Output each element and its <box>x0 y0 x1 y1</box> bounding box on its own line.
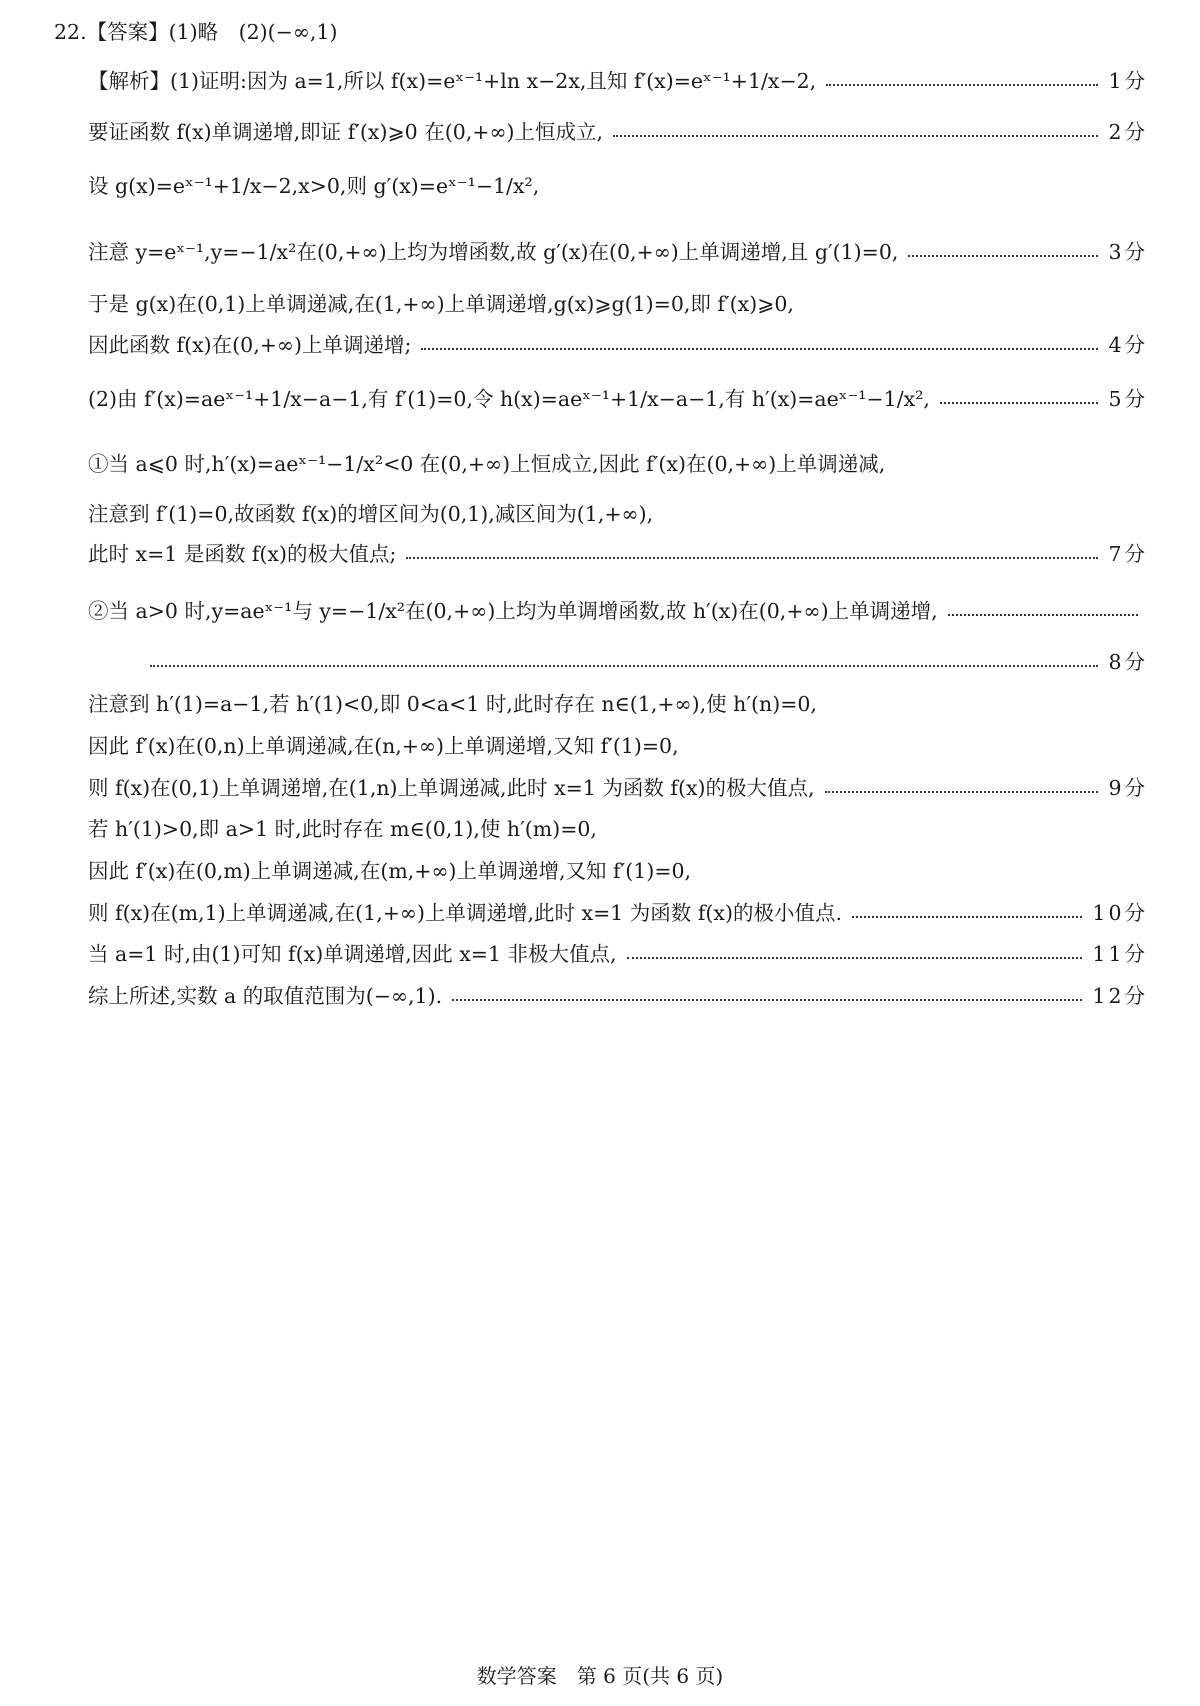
line-text: 要证函数 f(x)单调递增,即证 f′(x)⩾0 在(0,+∞)上恒成立, <box>88 120 604 144</box>
analysis-line-7 <box>88 385 1148 413</box>
line-text: 则 f(x)在(m,1)上单调递减,在(1,+∞)上单调递增,此时 x=1 为函数 f(x)的极小值点. <box>88 901 842 925</box>
score-label: 8分 <box>1108 650 1148 674</box>
analysis-line-1 <box>88 67 1148 95</box>
analysis-line-18 <box>88 899 1148 927</box>
score-label: 11分 <box>1092 942 1148 966</box>
score-label: 5分 <box>1108 387 1148 411</box>
line-text: 注意到 f′(1)=0,故函数 f(x)的增区间为(0,1),减区间为(1,+∞), <box>88 502 654 526</box>
analysis-line-4 <box>88 238 1148 266</box>
line-text: 【解析】(1)证明:因为 a=1,所以 f(x)=eˣ⁻¹+ln x−2x,且知 f′(x)=eˣ⁻¹+1/x−2, <box>88 69 817 93</box>
analysis-line-12 <box>140 648 1148 676</box>
page-footer: 数学答案 第 6 页(共 6 页) <box>476 1664 724 1688</box>
analysis-line-5 <box>88 290 1148 318</box>
dot-leader <box>452 999 1082 1001</box>
analysis-line-10 <box>88 540 1148 568</box>
line-text: ①当 a⩽0 时,h′(x)=aeˣ⁻¹−1/x²<0 在(0,+∞)上恒成立,因此 f′(x)在(0,+∞)上单调递减, <box>88 452 886 476</box>
line-text: 设 g(x)=eˣ⁻¹+1/x−2,x>0,则 g′(x)=eˣ⁻¹−1/x², <box>88 174 540 198</box>
dot-leader <box>948 614 1138 616</box>
score-label: 2分 <box>1108 120 1148 144</box>
analysis-line-8 <box>88 450 1148 478</box>
answer-header-line <box>54 18 1148 46</box>
line-text: 若 h′(1)>0,即 a>1 时,此时存在 m∈(0,1),使 h′(m)=0, <box>88 817 597 841</box>
line-text: ②当 a>0 时,y=aeˣ⁻¹与 y=−1/x²在(0,+∞)上均为单调增函数,故 h′(x)在(0,+∞)上单调递增, <box>88 599 938 623</box>
analysis-line-17 <box>88 857 1148 885</box>
line-text: 因此函数 f(x)在(0,+∞)上单调递增; <box>88 333 412 357</box>
dot-leader <box>908 255 1098 257</box>
line-text: 于是 g(x)在(0,1)上单调递减,在(1,+∞)上单调递增,g(x)⩾g(1)=0,即 f′(x)⩾0, <box>88 292 794 316</box>
line-text: 综上所述,实数 a 的取值范围为(−∞,1). <box>88 984 443 1008</box>
line-text: 当 a=1 时,由(1)可知 f(x)单调递增,因此 x=1 非极大值点, <box>88 942 617 966</box>
score-label: 1分 <box>1108 69 1148 93</box>
line-text: 注意到 h′(1)=a−1,若 h′(1)<0,即 0<a<1 时,此时存在 n∈(1,+∞),使 h′(n)=0, <box>88 692 817 716</box>
line-text: (2)由 f′(x)=aeˣ⁻¹+1/x−a−1,有 f′(1)=0,令 h(x)=aeˣ⁻¹+1/x−a−1,有 h′(x)=aeˣ⁻¹−1/x², <box>88 387 930 411</box>
score-label: 10分 <box>1092 901 1148 925</box>
dot-leader <box>406 557 1098 559</box>
score-label: 3分 <box>1108 240 1148 264</box>
line-text: 因此 f′(x)在(0,m)上单调递减,在(m,+∞)上单调递增,又知 f′(1)=0, <box>88 859 692 883</box>
analysis-line-11 <box>88 597 1148 625</box>
dot-leader <box>825 791 1099 793</box>
analysis-line-9 <box>88 500 1148 528</box>
dot-leader <box>421 348 1098 350</box>
analysis-line-20 <box>88 982 1148 1010</box>
analysis-line-19 <box>88 940 1148 968</box>
score-label: 7分 <box>1108 542 1148 566</box>
score-label: 4分 <box>1108 333 1148 357</box>
dot-leader <box>852 916 1082 918</box>
score-label: 9分 <box>1108 776 1148 800</box>
analysis-line-6 <box>88 331 1148 359</box>
score-label: 12分 <box>1092 984 1148 1008</box>
line-text: 则 f(x)在(0,1)上单调递增,在(1,n)上单调递减,此时 x=1 为函数 f(x)的极大值点, <box>88 776 815 800</box>
dot-leader <box>150 665 1098 667</box>
analysis-line-15 <box>88 774 1148 802</box>
line-text: 22.【答案】(1)略 (2)(−∞,1) <box>54 20 338 44</box>
dot-leader <box>627 957 1083 959</box>
line-text: 因此 f′(x)在(0,n)上单调递减,在(n,+∞)上单调递增,又知 f′(1)=0, <box>88 734 679 758</box>
analysis-line-13 <box>88 690 1148 718</box>
analysis-line-16 <box>88 815 1148 843</box>
dot-leader <box>940 402 1099 404</box>
analysis-line-2 <box>88 118 1148 146</box>
analysis-line-14 <box>88 732 1148 760</box>
dot-leader <box>613 135 1098 137</box>
analysis-line-3 <box>88 172 1148 200</box>
line-text: 注意 y=eˣ⁻¹,y=−1/x²在(0,+∞)上均为增函数,故 g′(x)在(0,+∞)上单调递增,且 g′(1)=0, <box>88 240 899 264</box>
line-text: 此时 x=1 是函数 f(x)的极大值点; <box>88 542 397 566</box>
dot-leader <box>826 84 1098 86</box>
